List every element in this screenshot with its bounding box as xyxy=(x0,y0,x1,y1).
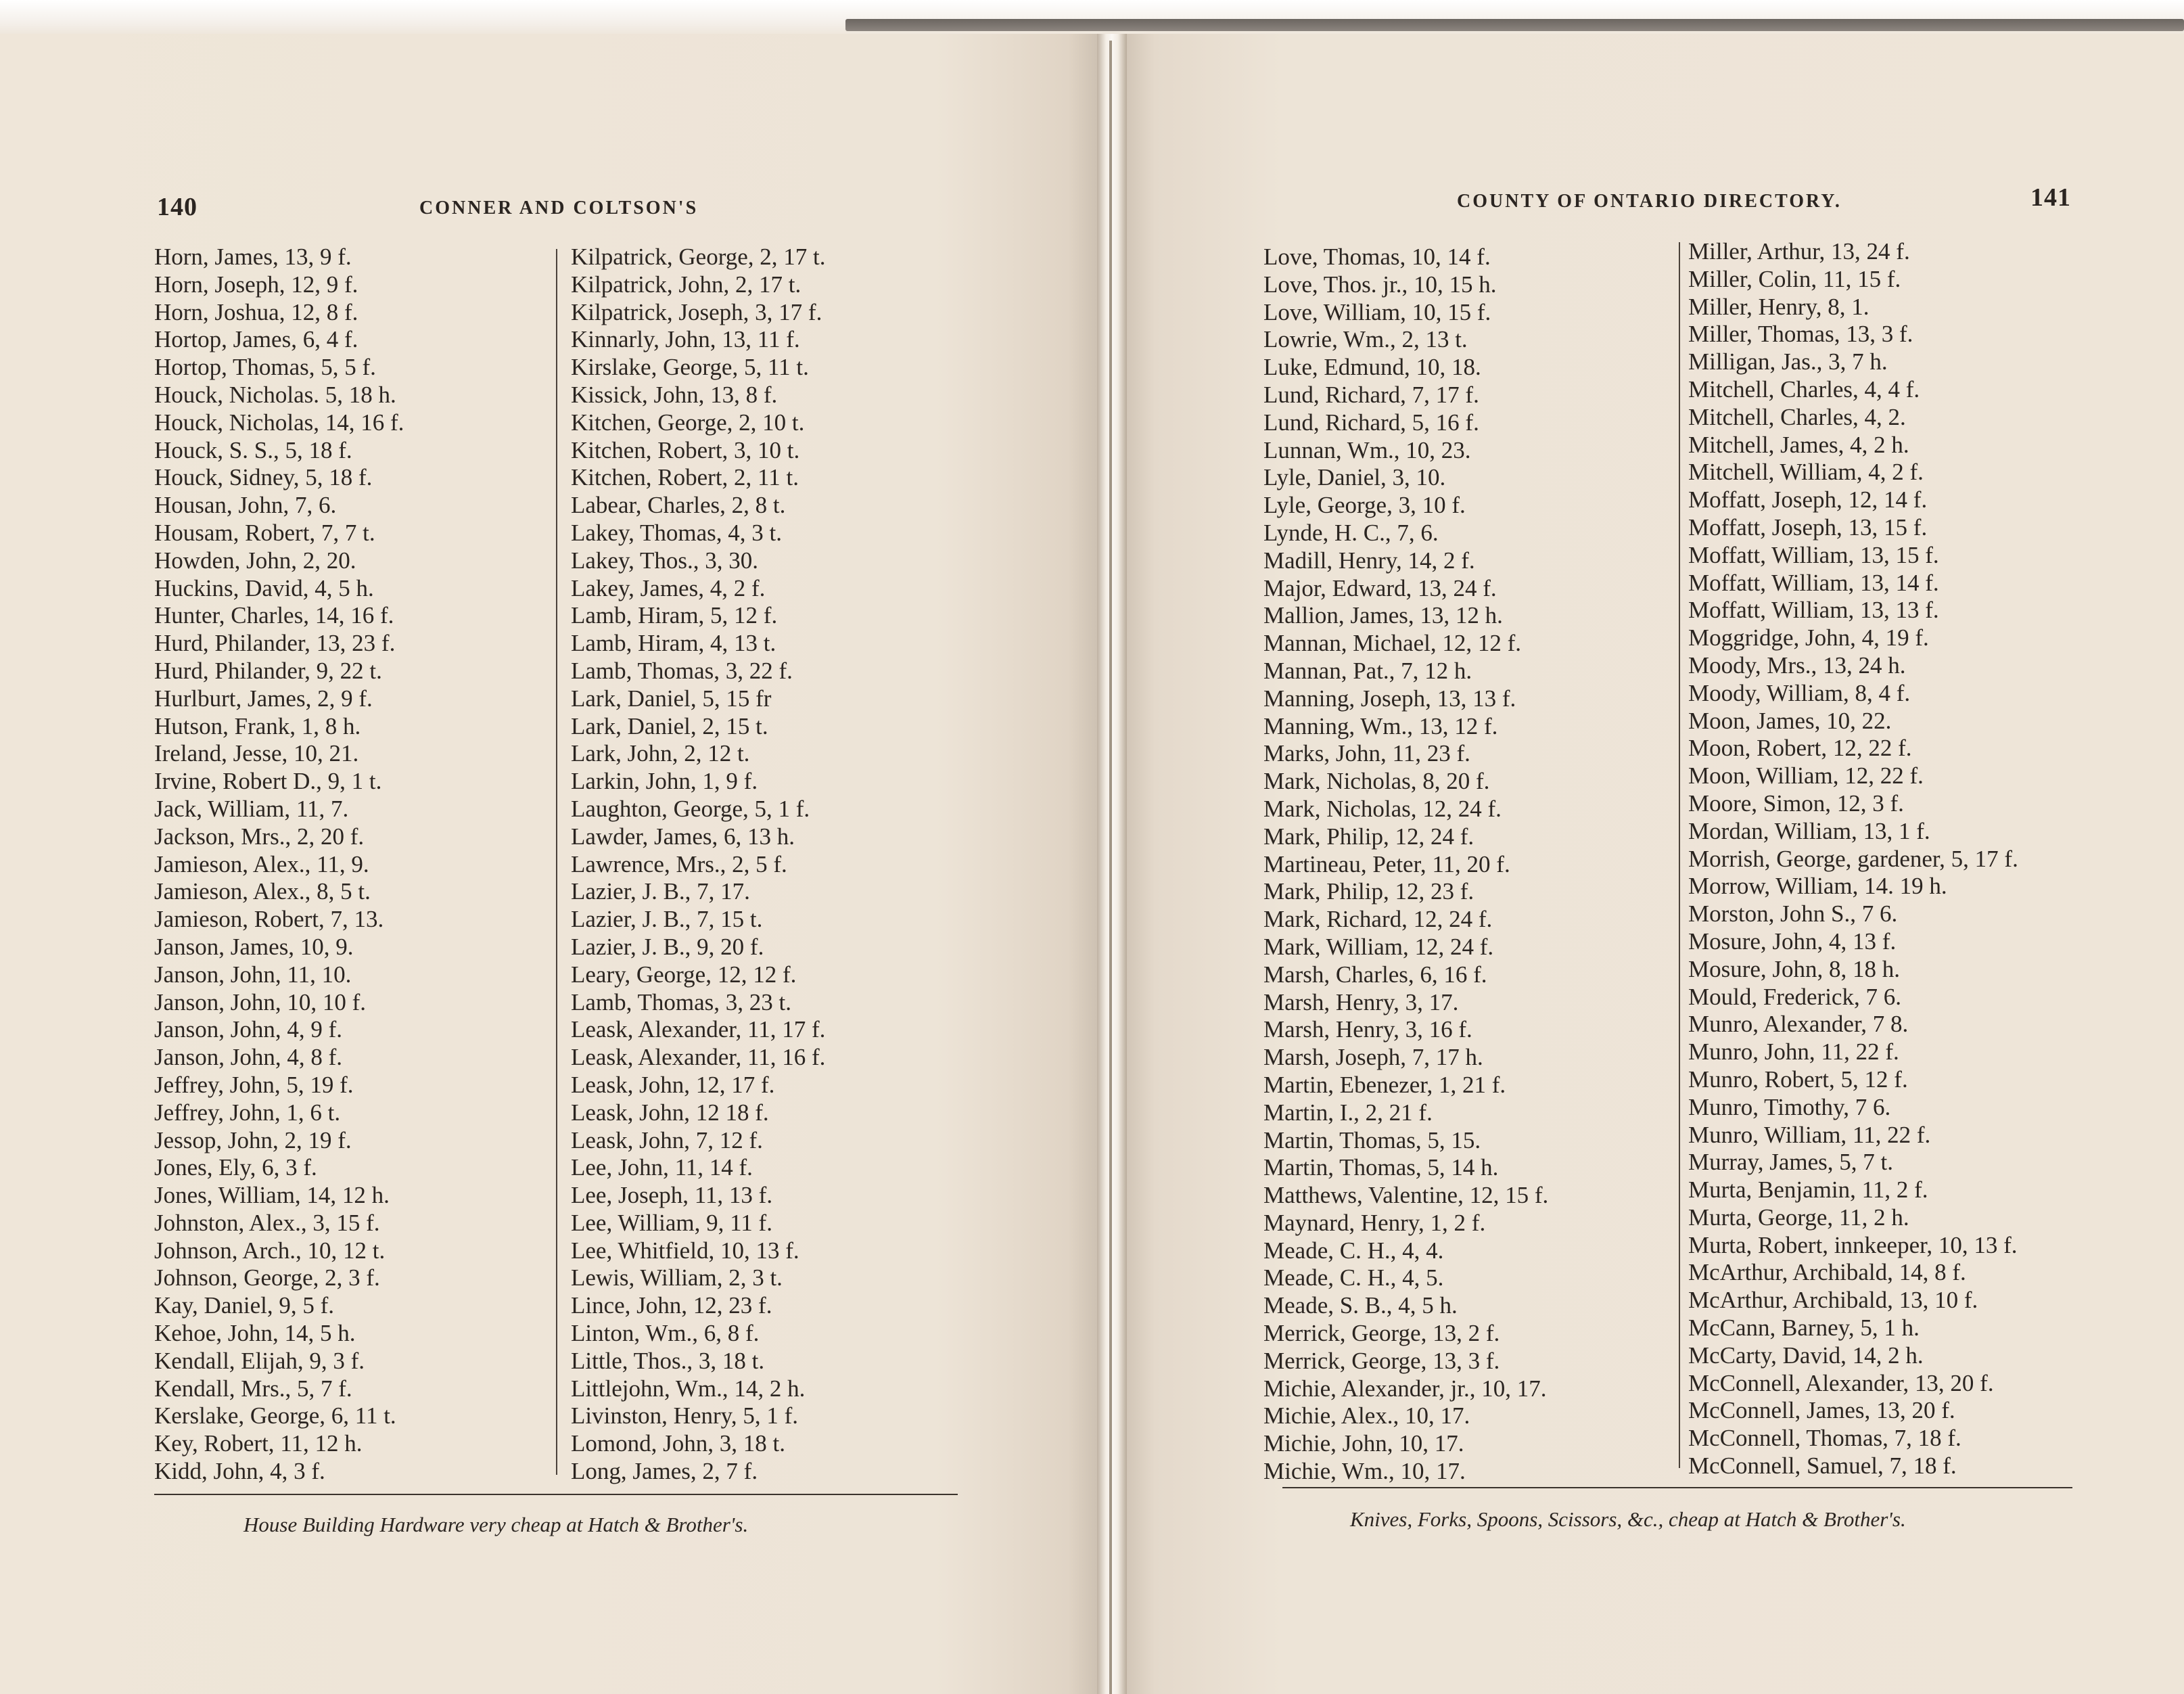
directory-entry: Lee, John, 11, 14 f. xyxy=(571,1154,753,1181)
directory-entry: Laughton, George, 5, 1 f. xyxy=(571,795,810,822)
footer-rule-left xyxy=(154,1494,958,1495)
directory-entry: Houck, Nicholas, 14, 16 f. xyxy=(154,409,404,436)
directory-entry: Morrow, William, 14. 19 h. xyxy=(1688,873,1947,900)
directory-entry: Hortop, Thomas, 5, 5 f. xyxy=(154,354,376,381)
directory-entry: Long, James, 2, 7 f. xyxy=(571,1458,758,1485)
directory-entry: Moggridge, John, 4, 19 f. xyxy=(1688,624,1929,651)
directory-entry: Horn, James, 13, 9 f. xyxy=(154,244,352,270)
directory-entry: Mitchell, Charles, 4, 2. xyxy=(1688,403,1906,430)
directory-entry: Miller, Henry, 8, 1. xyxy=(1688,293,1869,320)
directory-entry: Moffatt, Joseph, 13, 15 f. xyxy=(1688,513,1928,541)
directory-entry: McArthur, Archibald, 14, 8 f. xyxy=(1688,1259,1966,1286)
directory-entry: Jamieson, Alex., 11, 9. xyxy=(154,850,369,877)
directory-entry: Moody, William, 8, 4 f. xyxy=(1688,679,1911,706)
directory-entry: Mallion, James, 13, 12 h. xyxy=(1263,602,1503,629)
directory-entry: Meade, C. H., 4, 5. xyxy=(1263,1264,1444,1291)
directory-entry: Mitchell, Charles, 4, 4 f. xyxy=(1688,375,1920,403)
directory-entry: Michie, Alex., 10, 17. xyxy=(1263,1402,1470,1429)
directory-entry: Ireland, Jesse, 10, 21. xyxy=(154,740,359,767)
directory-entry: Manning, Joseph, 13, 13 f. xyxy=(1263,685,1516,712)
directory-entry: Hurlburt, James, 2, 9 f. xyxy=(154,685,373,712)
directory-entry: Miller, Thomas, 13, 3 f. xyxy=(1688,321,1913,348)
directory-entry: Lunnan, Wm., 10, 23. xyxy=(1263,436,1471,463)
directory-entry: Morston, John S., 7 6. xyxy=(1688,900,1898,928)
directory-entry: Lazier, J. B., 7, 17. xyxy=(571,878,750,905)
directory-entry: Hortop, James, 6, 4 f. xyxy=(154,326,358,353)
directory-entry: Kitchen, George, 2, 10 t. xyxy=(571,409,805,436)
directory-entry: McConnell, Alexander, 13, 20 f. xyxy=(1688,1369,1994,1396)
directory-entry: Jamieson, Robert, 7, 13. xyxy=(154,906,384,933)
directory-entry: Kendall, Elijah, 9, 3 f. xyxy=(154,1347,365,1374)
directory-entry: Moon, William, 12, 22 f. xyxy=(1688,762,1924,789)
directory-entry: McConnell, James, 13, 20 f. xyxy=(1688,1397,1955,1424)
directory-entry: Murta, Robert, innkeeper, 10, 13 f. xyxy=(1688,1231,2018,1258)
directory-entry: Kirslake, George, 5, 11 t. xyxy=(571,354,809,381)
directory-entry: Janson, John, 10, 10 f. xyxy=(154,988,367,1015)
directory-entry: Kitchen, Robert, 3, 10 t. xyxy=(571,436,800,463)
directory-entry: Martin, I., 2, 21 f. xyxy=(1263,1099,1433,1126)
directory-entry: Marsh, Henry, 3, 17. xyxy=(1263,988,1459,1015)
directory-entry: Murta, George, 11, 2 h. xyxy=(1688,1204,1909,1231)
directory-entry: Linton, Wm., 6, 8 f. xyxy=(571,1320,760,1347)
directory-entry: Madill, Henry, 14, 2 f. xyxy=(1263,547,1475,574)
running-head-left: CONNER AND COLTSON'S xyxy=(419,198,699,219)
directory-entry: Morrish, George, gardener, 5, 17 f. xyxy=(1688,845,2018,872)
left-page-column-2 xyxy=(571,244,963,1486)
directory-entry: Love, William, 10, 15 f. xyxy=(1263,298,1491,325)
directory-entry: Murray, James, 5, 7 t. xyxy=(1688,1149,1893,1176)
directory-entry: Moon, Robert, 12, 22 f. xyxy=(1688,735,1912,762)
directory-entry: Moffatt, William, 13, 14 f. xyxy=(1688,569,1939,596)
directory-entry: Mitchell, William, 4, 2 f. xyxy=(1688,459,1924,486)
right-page-column-2 xyxy=(1688,238,2108,1480)
directory-entry: Housam, Robert, 7, 7 t. xyxy=(154,519,375,546)
directory-entry: Lund, Richard, 7, 17 f. xyxy=(1263,381,1479,408)
directory-entry: Hurd, Philander, 13, 23 f. xyxy=(154,630,396,657)
directory-entry: Jones, William, 14, 12 h. xyxy=(154,1182,390,1209)
directory-entry: Lark, John, 2, 12 t. xyxy=(571,740,750,767)
directory-entry: Janson, John, 4, 9 f. xyxy=(154,1016,343,1043)
directory-entry: Lakey, Thomas, 4, 3 t. xyxy=(571,519,783,546)
directory-entry: Lamb, Hiram, 5, 12 f. xyxy=(571,602,778,629)
directory-entry: Lakey, Thos., 3, 30. xyxy=(571,547,759,574)
directory-entry: Houck, Sidney, 5, 18 f. xyxy=(154,464,373,491)
directory-entry: Johnston, Alex., 3, 15 f. xyxy=(154,1209,380,1236)
directory-entry: Lamb, Hiram, 4, 13 t. xyxy=(571,630,776,657)
directory-entry: Larkin, John, 1, 9 f. xyxy=(571,768,758,795)
directory-entry: Moon, James, 10, 22. xyxy=(1688,707,1892,734)
directory-entry: Houck, S. S., 5, 18 f. xyxy=(154,436,352,463)
directory-entry: Lee, Joseph, 11, 13 f. xyxy=(571,1182,773,1209)
directory-entry: Jeffrey, John, 5, 19 f. xyxy=(154,1071,354,1098)
directory-entry: Martin, Ebenezer, 1, 21 f. xyxy=(1263,1071,1506,1098)
directory-entry: Janson, James, 10, 9. xyxy=(154,933,354,960)
directory-entry: Murta, Benjamin, 11, 2 f. xyxy=(1688,1176,1928,1204)
footer-rule-right xyxy=(1282,1487,2072,1488)
directory-entry: Michie, John, 10, 17. xyxy=(1263,1430,1464,1457)
directory-entry: Matthews, Valentine, 12, 15 f. xyxy=(1263,1182,1549,1209)
directory-entry: McConnell, Samuel, 7, 18 f. xyxy=(1688,1452,1957,1480)
directory-entry: Lowrie, Wm., 2, 13 t. xyxy=(1263,326,1468,353)
directory-entry: Merrick, George, 13, 2 f. xyxy=(1263,1320,1500,1347)
directory-entry: Kay, Daniel, 9, 5 f. xyxy=(154,1292,334,1319)
directory-entry: Moffatt, William, 13, 15 f. xyxy=(1688,541,1939,568)
directory-entry: Major, Edward, 13, 24 f. xyxy=(1263,574,1497,601)
directory-entry: Munro, Timothy, 7 6. xyxy=(1688,1093,1891,1120)
directory-entry: Martin, Thomas, 5, 15. xyxy=(1263,1126,1481,1153)
top-shadow-band xyxy=(845,19,2184,31)
directory-entry: Miller, Arthur, 13, 24 f. xyxy=(1688,238,1910,265)
directory-entry: Howden, John, 2, 20. xyxy=(154,547,356,574)
directory-entry: Kendall, Mrs., 5, 7 f. xyxy=(154,1375,352,1402)
directory-entry: Lyle, Daniel, 3, 10. xyxy=(1263,464,1446,491)
directory-entry: Kehoe, John, 14, 5 h. xyxy=(154,1320,356,1347)
directory-entry: Irvine, Robert D., 9, 1 t. xyxy=(154,768,382,795)
right-page-header xyxy=(1454,183,2076,223)
directory-entry: Leask, John, 12 18 f. xyxy=(571,1099,769,1126)
directory-entry: Lund, Richard, 5, 16 f. xyxy=(1263,409,1479,436)
directory-entry: Miller, Colin, 11, 15 f. xyxy=(1688,265,1901,292)
page-number-left: 140 xyxy=(157,193,198,221)
directory-entry: Marsh, Charles, 6, 16 f. xyxy=(1263,961,1487,988)
directory-entry: Merrick, George, 13, 3 f. xyxy=(1263,1347,1500,1374)
directory-entry: Meade, C. H., 4, 4. xyxy=(1263,1237,1444,1264)
directory-entry: Jones, Ely, 6, 3 f. xyxy=(154,1154,317,1181)
directory-entry: Houck, Nicholas. 5, 18 h. xyxy=(154,381,396,408)
directory-entry: Lewis, William, 2, 3 t. xyxy=(571,1264,783,1291)
directory-entry: Lazier, J. B., 7, 15 t. xyxy=(571,906,763,933)
directory-entry: Lince, John, 12, 23 f. xyxy=(571,1292,772,1319)
directory-entry: Lamb, Thomas, 3, 22 f. xyxy=(571,657,793,684)
directory-entry: Leask, Alexander, 11, 16 f. xyxy=(571,1044,826,1071)
directory-entry: Marsh, Joseph, 7, 17 h. xyxy=(1263,1044,1483,1071)
directory-entry: Key, Robert, 11, 12 h. xyxy=(154,1430,363,1457)
directory-entry: Love, Thos. jr., 10, 15 h. xyxy=(1263,271,1497,298)
directory-entry: Mordan, William, 13, 1 f. xyxy=(1688,817,1930,844)
directory-entry: Jessop, John, 2, 19 f. xyxy=(154,1126,352,1153)
directory-entry: Kitchen, Robert, 2, 11 t. xyxy=(571,464,799,491)
directory-entry: Mark, Philip, 12, 23 f. xyxy=(1263,878,1474,905)
directory-entry: Kidd, John, 4, 3 f. xyxy=(154,1458,325,1485)
right-page-column-1 xyxy=(1263,244,1669,1486)
directory-entry: Martin, Thomas, 5, 14 h. xyxy=(1263,1154,1499,1181)
directory-entry: Munro, John, 11, 22 f. xyxy=(1688,1038,1899,1066)
directory-entry: Mark, Nicholas, 8, 20 f. xyxy=(1263,768,1490,795)
directory-entry: Housan, John, 7, 6. xyxy=(154,492,337,519)
directory-entry: McCarty, David, 14, 2 h. xyxy=(1688,1342,1924,1369)
directory-entry: Martineau, Peter, 11, 20 f. xyxy=(1263,850,1510,877)
directory-entry: Lark, Daniel, 5, 15 fr xyxy=(571,685,772,712)
directory-entry: Mark, Philip, 12, 24 f. xyxy=(1263,823,1474,850)
directory-entry: Milligan, Jas., 3, 7 h. xyxy=(1688,348,1888,375)
directory-entry: Jeffrey, John, 1, 6 t. xyxy=(154,1099,341,1126)
directory-entry: Mannan, Michael, 12, 12 f. xyxy=(1263,630,1522,657)
directory-entry: Livinston, Henry, 5, 1 f. xyxy=(571,1402,799,1429)
directory-entry: Love, Thomas, 10, 14 f. xyxy=(1263,244,1491,270)
directory-entry: Kilpatrick, George, 2, 17 t. xyxy=(571,244,826,270)
directory-entry: Jack, William, 11, 7. xyxy=(154,795,349,822)
directory-entry: Kerslake, George, 6, 11 t. xyxy=(154,1402,396,1429)
directory-entry: Lynde, H. C., 7, 6. xyxy=(1263,519,1439,546)
directory-entry: Lark, Daniel, 2, 15 t. xyxy=(571,712,768,739)
directory-entry: Kilpatrick, John, 2, 17 t. xyxy=(571,271,801,298)
directory-entry: Moody, Mrs., 13, 24 h. xyxy=(1688,651,1906,679)
directory-entry: Lawrence, Mrs., 2, 5 f. xyxy=(571,850,787,877)
directory-entry: Horn, Joseph, 12, 9 f. xyxy=(154,271,358,298)
book-spine xyxy=(1097,34,1127,1694)
directory-entry: Marsh, Henry, 3, 16 f. xyxy=(1263,1016,1472,1043)
directory-entry: Mosure, John, 4, 13 f. xyxy=(1688,928,1897,955)
directory-entry: Lee, Whitfield, 10, 13 f. xyxy=(571,1237,799,1264)
footer-advert-right: Knives, Forks, Spoons, Scissors, &c., cheap at Hatch & Brother's. xyxy=(1350,1507,1906,1531)
directory-entry: Lyle, George, 3, 10 f. xyxy=(1263,492,1466,519)
running-head-right: COUNTY OF ONTARIO DIRECTORY. xyxy=(1457,191,1842,212)
directory-entry: Mannan, Pat., 7, 12 h. xyxy=(1263,657,1472,684)
directory-entry: Kissick, John, 13, 8 f. xyxy=(571,381,778,408)
directory-entry: Jamieson, Alex., 8, 5 t. xyxy=(154,878,371,905)
directory-entry: Mould, Frederick, 7 6. xyxy=(1688,983,1901,1010)
directory-entry: Moffatt, William, 13, 13 f. xyxy=(1688,597,1939,624)
directory-entry: Mosure, John, 8, 18 h. xyxy=(1688,955,1901,982)
directory-entry: Lamb, Thomas, 3, 23 t. xyxy=(571,988,791,1015)
directory-entry: Mark, Nicholas, 12, 24 f. xyxy=(1263,795,1502,822)
directory-entry: Michie, Alexander, jr., 10, 17. xyxy=(1263,1375,1547,1402)
directory-entry: Marks, John, 11, 23 f. xyxy=(1263,740,1470,767)
directory-entry: Moffatt, Joseph, 12, 14 f. xyxy=(1688,486,1928,513)
directory-entry: Littlejohn, Wm., 14, 2 h. xyxy=(571,1375,806,1402)
directory-entry: Mark, Richard, 12, 24 f. xyxy=(1263,906,1493,933)
directory-entry: Johnson, Arch., 10, 12 t. xyxy=(154,1237,386,1264)
directory-entry: Lee, William, 9, 11 f. xyxy=(571,1209,772,1236)
directory-entry: Meade, S. B., 4, 5 h. xyxy=(1263,1292,1458,1319)
directory-entry: Lazier, J. B., 9, 20 f. xyxy=(571,933,764,960)
directory-entry: Mark, William, 12, 24 f. xyxy=(1263,933,1494,960)
directory-entry: Kilpatrick, Joseph, 3, 17 f. xyxy=(571,298,822,325)
directory-entry: Maynard, Henry, 1, 2 f. xyxy=(1263,1209,1486,1236)
directory-entry: Lawder, James, 6, 13 h. xyxy=(571,823,795,850)
column-divider-left xyxy=(556,249,557,1475)
directory-entry: Horn, Joshua, 12, 8 f. xyxy=(154,298,358,325)
directory-entry: Manning, Wm., 13, 12 f. xyxy=(1263,712,1498,739)
directory-entry: Johnson, George, 2, 3 f. xyxy=(154,1264,380,1291)
directory-entry: Leask, John, 12, 17 f. xyxy=(571,1071,775,1098)
directory-entry: Janson, John, 4, 8 f. xyxy=(154,1044,343,1071)
footer-advert-left: House Building Hardware very cheap at Hatch & Brother's. xyxy=(243,1513,749,1536)
directory-entry: Leask, John, 7, 12 f. xyxy=(571,1126,763,1153)
directory-entry: Leask, Alexander, 11, 17 f. xyxy=(571,1016,826,1043)
directory-entry: Labear, Charles, 2, 8 t. xyxy=(571,492,786,519)
directory-entry: Kinnarly, John, 13, 11 f. xyxy=(571,326,800,353)
directory-entry: Leary, George, 12, 12 f. xyxy=(571,961,797,988)
directory-entry: Munro, William, 11, 22 f. xyxy=(1688,1121,1931,1148)
directory-entry: Jackson, Mrs., 2, 20 f. xyxy=(154,823,365,850)
directory-entry: Hurd, Philander, 9, 22 t. xyxy=(154,657,382,684)
column-divider-right xyxy=(1679,242,1680,1468)
directory-entry: McCann, Barney, 5, 1 h. xyxy=(1688,1314,1920,1342)
directory-entry: Janson, John, 11, 10. xyxy=(154,961,352,988)
directory-entry: Munro, Robert, 5, 12 f. xyxy=(1688,1066,1908,1093)
directory-entry: Michie, Wm., 10, 17. xyxy=(1263,1458,1466,1485)
left-page-header xyxy=(153,189,965,230)
directory-entry: Munro, Alexander, 7 8. xyxy=(1688,1011,1909,1038)
directory-entry: Hunter, Charles, 14, 16 f. xyxy=(154,602,394,629)
directory-entry: Huckins, David, 4, 5 h. xyxy=(154,574,374,601)
directory-entry: Lakey, James, 4, 2 f. xyxy=(571,574,766,601)
directory-entry: Lomond, John, 3, 18 t. xyxy=(571,1430,785,1457)
directory-entry: Moore, Simon, 12, 3 f. xyxy=(1688,789,1904,817)
binding-thread xyxy=(1109,41,1112,1694)
directory-entry: Luke, Edmund, 10, 18. xyxy=(1263,354,1481,381)
page-number-right: 141 xyxy=(2030,183,2071,212)
directory-entry: Little, Thos., 3, 18 t. xyxy=(571,1347,765,1374)
directory-entry: Mitchell, James, 4, 2 h. xyxy=(1688,431,1909,458)
directory-entry: McArthur, Archibald, 13, 10 f. xyxy=(1688,1287,1978,1314)
directory-entry: Hutson, Frank, 1, 8 h. xyxy=(154,712,361,739)
directory-entry: McConnell, Thomas, 7, 18 f. xyxy=(1688,1425,1961,1452)
left-page-column-1 xyxy=(154,244,553,1486)
